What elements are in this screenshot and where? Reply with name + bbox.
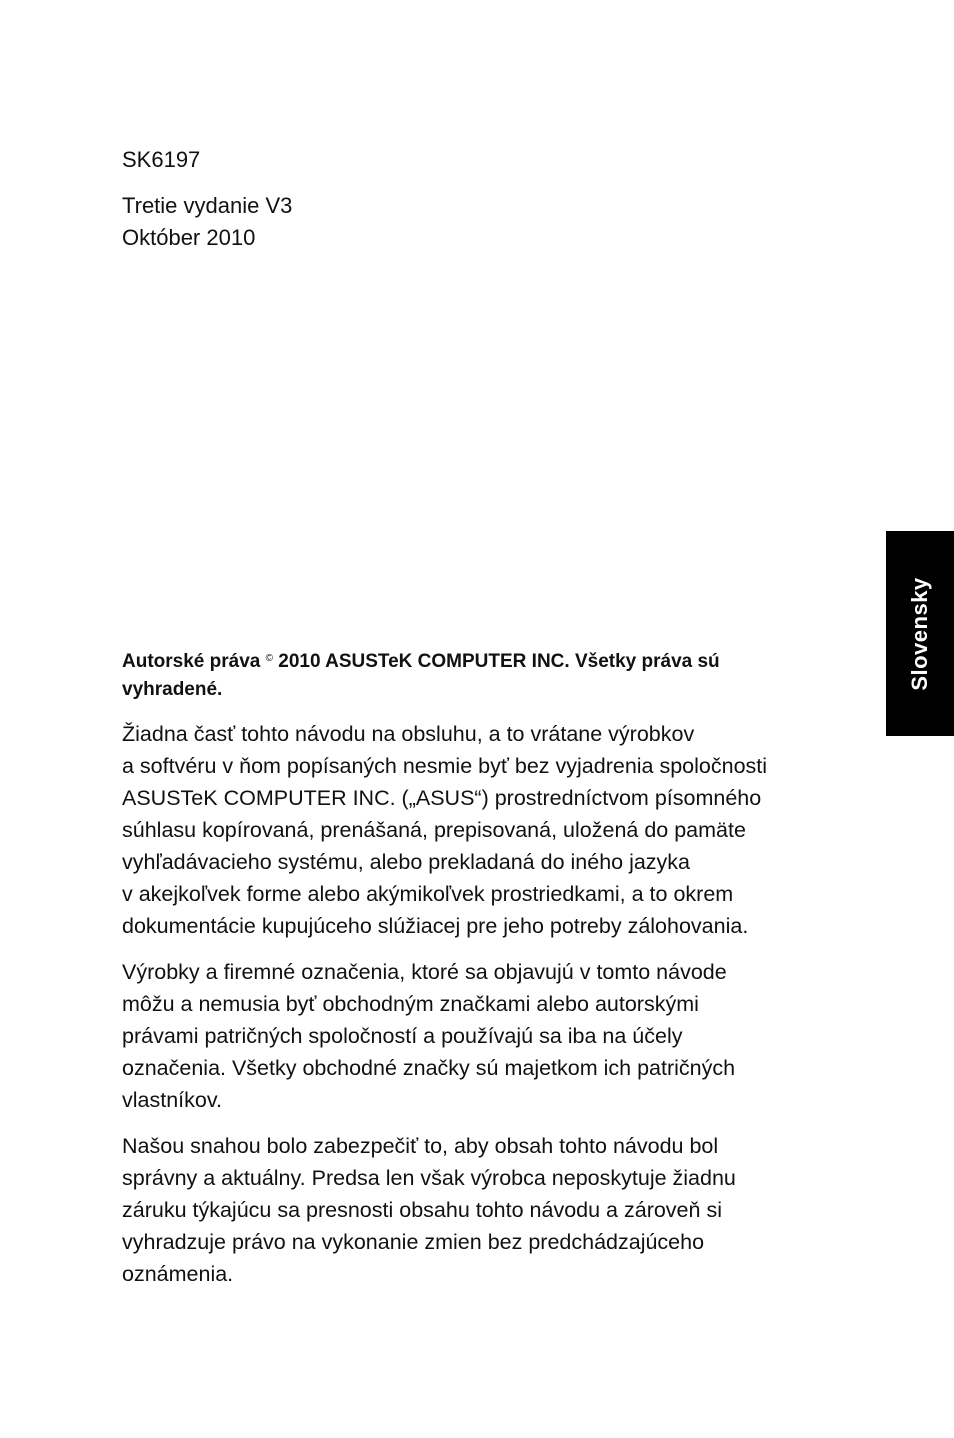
paragraph-line: Žiadna časť tohto návodu na obsluhu, a to vrátane výrobkov bbox=[122, 722, 695, 746]
language-side-tab bbox=[886, 531, 954, 736]
paragraph-disclaimer bbox=[122, 1130, 834, 1290]
paragraph-line: záruku týkajúcu sa presnosti obsahu tohto návodu a zároveň si bbox=[122, 1198, 722, 1222]
copyright-notice bbox=[122, 645, 834, 704]
paragraph-line: a softvéru v ňom popísaných nesmie byť bez vyjadrenia spoločnosti bbox=[122, 754, 768, 778]
copyright-line2: vyhradené. bbox=[122, 679, 223, 700]
edition-date: Október 2010 bbox=[122, 225, 256, 250]
edition-version: Tretie vydanie V3 bbox=[122, 193, 293, 218]
paragraph-line: vyhľadávacieho systému, alebo prekladaná do iného jazyka bbox=[122, 850, 691, 874]
paragraph-line: dokumentácie kupujúceho slúžiacej pre jeho potreby zálohovania. bbox=[122, 914, 749, 938]
paragraph-line: oznámenia. bbox=[122, 1262, 234, 1286]
paragraph-reproduction bbox=[122, 718, 834, 942]
paragraph-line: ASUSTeK COMPUTER INC. („ASUS“) prostredníctvom písomného bbox=[122, 786, 762, 810]
paragraph-line: správny a aktuálny. Predsa len však výrobca neposkytuje žiadnu bbox=[122, 1166, 736, 1190]
paragraph-line: vlastníkov. bbox=[122, 1088, 222, 1112]
paragraph-line: Našou snahou bolo zabezpečiť to, aby obsah tohto návodu bol bbox=[122, 1134, 719, 1158]
language-tab-label: Slovensky bbox=[907, 576, 932, 691]
paragraph-line: označenia. Všetky obchodné značky sú majetkom ich patričných bbox=[122, 1056, 736, 1080]
paragraph-line: Výrobky a firemné označenia, ktoré sa objavujú v tomto návode bbox=[122, 960, 727, 984]
document-code: SK6197 bbox=[122, 147, 201, 172]
legal-content bbox=[122, 645, 834, 1304]
copyright-line1-rest: 2010 ASUSTeK COMPUTER INC. Všetky práva sú bbox=[273, 651, 720, 672]
paragraph-trademarks bbox=[122, 956, 834, 1116]
copyright-symbol: © bbox=[265, 653, 273, 664]
paragraph-line: súhlasu kopírovaná, prenášaná, prepisovaná, uložená do pamäte bbox=[122, 818, 746, 842]
copyright-prefix: Autorské práva bbox=[122, 651, 261, 672]
edition-info bbox=[122, 190, 292, 254]
paragraph-line: právami patričných spoločností a používajú sa iba na účely bbox=[122, 1024, 683, 1048]
paragraph-line: môžu a nemusia byť obchodným značkami alebo autorskými bbox=[122, 992, 699, 1016]
paragraph-line: vyhradzuje právo na vykonanie zmien bez predchádzajúceho bbox=[122, 1230, 705, 1254]
paragraph-line: v akejkoľvek forme alebo akýmikoľvek prostriedkami, a to okrem bbox=[122, 882, 734, 906]
